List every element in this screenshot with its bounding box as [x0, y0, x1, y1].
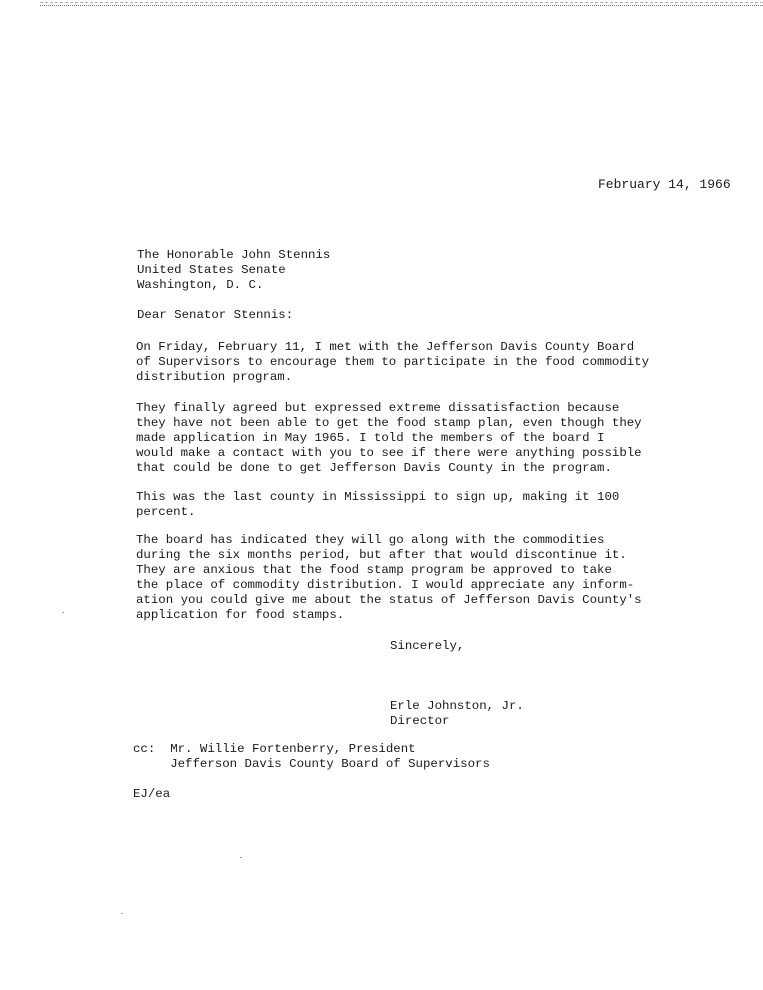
cc-label: cc:	[133, 742, 156, 756]
scan-top-edge	[0, 0, 763, 10]
scan-speck	[121, 913, 123, 914]
typist-initials: EJ/ea	[133, 787, 171, 801]
letter-date: February 14, 1966	[598, 177, 731, 192]
recipient-address	[137, 248, 330, 293]
signer-name: Erle Johnston, Jr.	[390, 699, 524, 713]
body-paragraph: The board has indicated they will go along with the commodities during the six months period, but after that would discontinue it. They are anxious that the food stamp program be approved to take the place of commodity distribution. I would appreciate any inform- ation you could give me about the status of Jefferson Davis County's application for food stamps.	[136, 533, 642, 622]
complimentary-close: Sincerely,	[390, 639, 465, 653]
salutation: Dear Senator Stennis:	[137, 308, 294, 322]
scan-edge-mark	[40, 5, 763, 6]
recipient-office: United States Senate	[137, 263, 286, 277]
body-paragraph: On Friday, February 11, I met with the Jefferson Davis County Board of Supervisors to encourage them to participate in the food commodity distribution program.	[136, 340, 650, 384]
signature-block	[390, 699, 524, 729]
cc-line-2	[133, 757, 490, 772]
signer-title: Director	[390, 714, 450, 728]
scan-speck	[240, 857, 242, 858]
cc-line-1	[133, 742, 490, 757]
recipient-name: The Honorable John Stennis	[137, 248, 331, 262]
cc-name: Mr. Willie Fortenberry, President	[170, 742, 416, 756]
body-paragraph: They finally agreed but expressed extreme dissatisfaction because they have not been able to get the food stamp plan, even though they made application in May 1965. I told the members of the board I would make a contact with you to see if there were anything possible that could be done to get Jefferson Davis County in the program.	[136, 401, 642, 475]
body-paragraph: This was the last county in Mississippi to sign up, making it 100 percent.	[136, 490, 620, 519]
carbon-copy-block	[133, 742, 490, 772]
scan-speck	[62, 612, 64, 613]
cc-org: Jefferson Davis County Board of Supervisors	[170, 757, 490, 771]
recipient-city: Washington, D. C.	[137, 278, 264, 292]
scan-edge-mark	[40, 2, 763, 3]
